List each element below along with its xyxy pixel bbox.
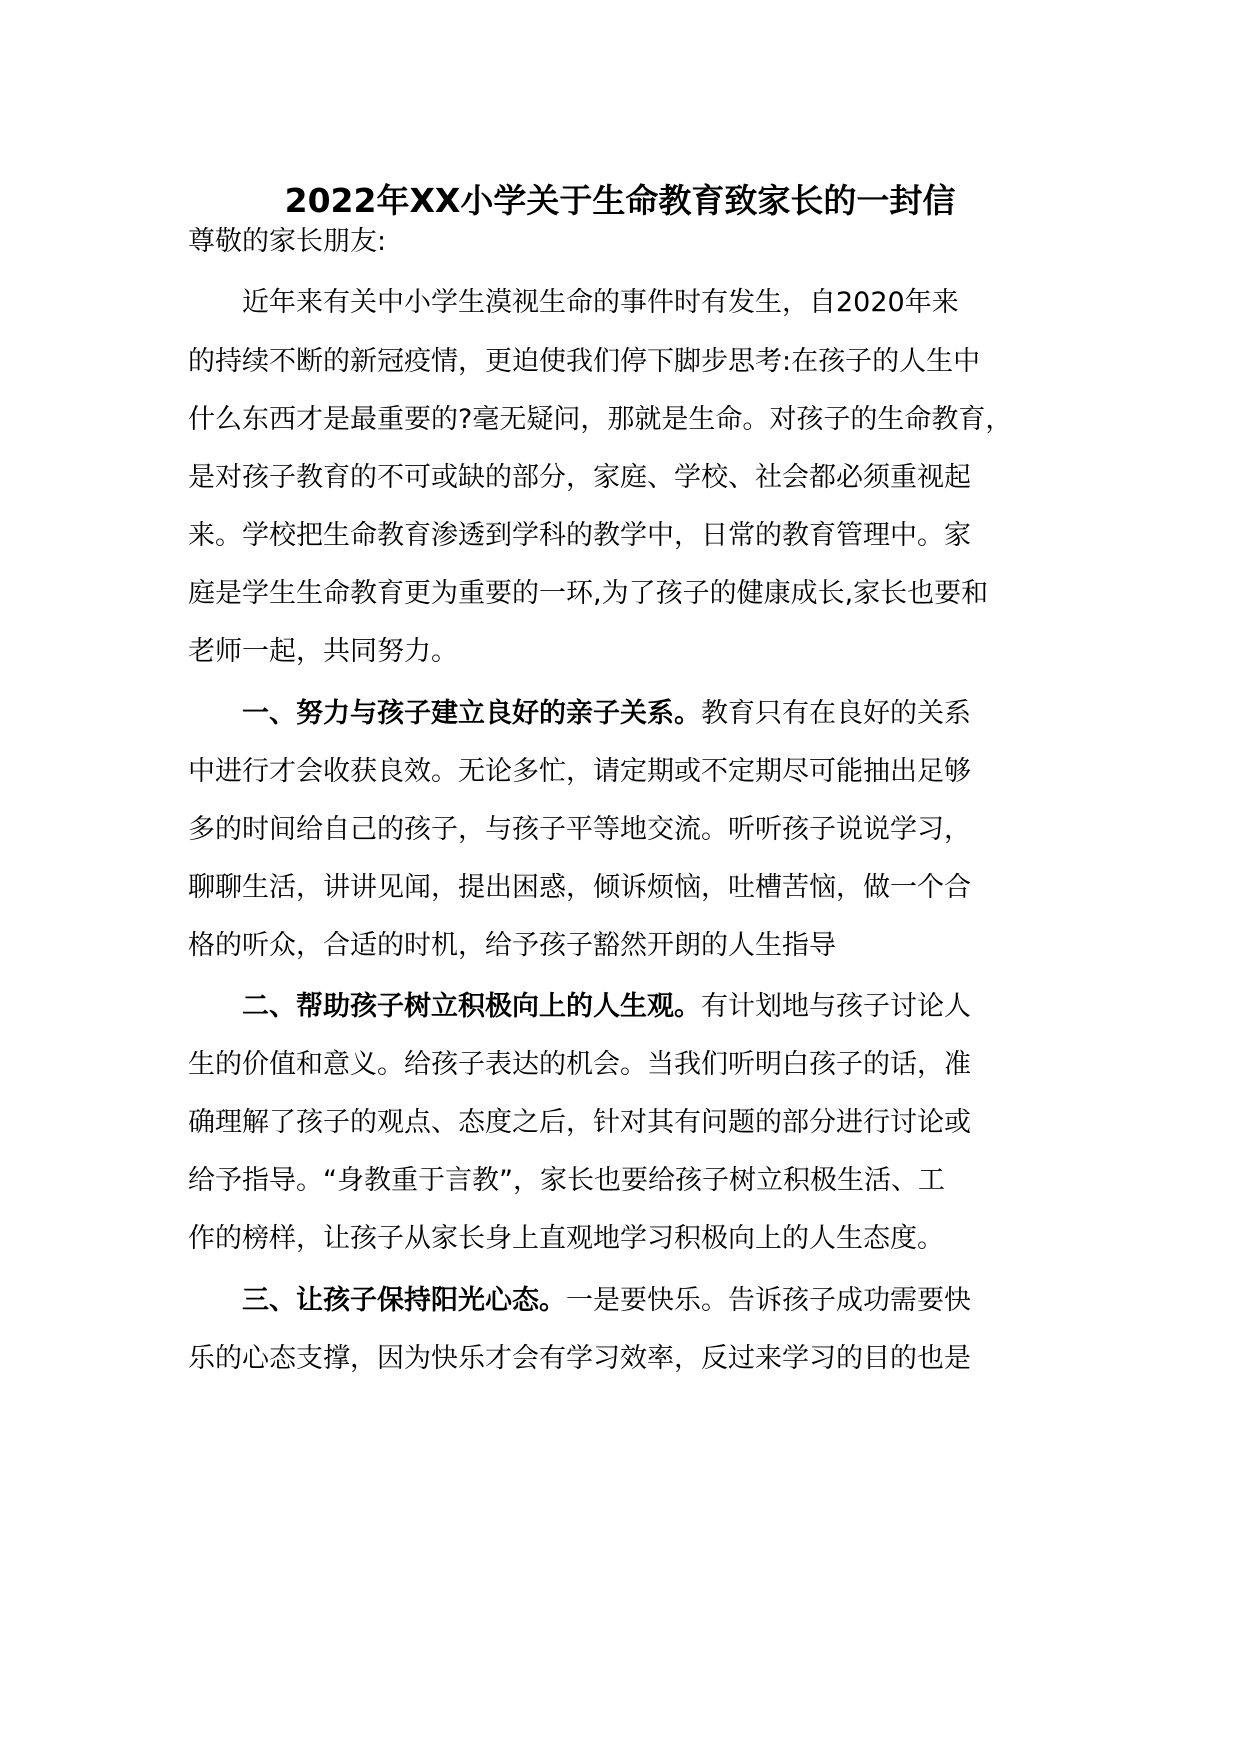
intro-line: 是对孩子教育的不可或缺的部分，家庭、学校、社会都必须重视起: [188, 462, 971, 493]
section-heading: 三、让孩子保持阳光心态。: [242, 1285, 566, 1316]
section-text: 一是要快乐。告诉孩子成功需要快: [566, 1285, 971, 1316]
intro-line: 近年来有关中小学生漠视生命的事件时有发生，自2020年来: [242, 287, 959, 318]
section-line: 生的价值和意义。给孩子表达的机会。当我们听明白孩子的话，准: [188, 1049, 971, 1080]
section-line: 作的榜样，让孩子从家长身上直观地学习积极向上的人生态度。: [188, 1223, 944, 1254]
section-first-line: [242, 1281, 971, 1321]
section-first-line: [242, 694, 971, 734]
section-first-line: [242, 987, 971, 1027]
letter-title: 2022年XX小学关于生命教育致家长的一封信: [284, 181, 956, 220]
intro-line: 什么东西才是最重要的?毫无疑问，那就是生命。对孩子的生命教育，: [188, 404, 1013, 435]
section-heading: 二、帮助孩子树立积极向上的人生观。: [242, 991, 701, 1022]
section-line: 乐的心态支撑，因为快乐才会有学习效率，反过来学习的目的也是: [188, 1343, 971, 1374]
intro-line: 来。学校把生命教育渗透到学科的教学中，日常的教育管理中。家: [188, 520, 971, 551]
section-text: 有计划地与孩子讨论人: [701, 991, 971, 1022]
section-line: 多的时间给自己的孩子，与孩子平等地交流。听听孩子说说学习，: [188, 814, 971, 845]
section-line: 格的听众，合适的时机，给予孩子豁然开朗的人生指导: [188, 930, 836, 961]
section-text: 教育只有在良好的关系: [701, 698, 971, 729]
intro-line: 庭是学生生命教育更为重要的一环,为了孩子的健康成长,家长也要和: [188, 578, 989, 609]
intro-line: 老师一起，共同努力。: [188, 636, 458, 667]
section-line: 聊聊生活，讲讲见闻，提出困惑，倾诉烦恼，吐槽苦恼，做一个合: [188, 872, 971, 903]
section-line: 给予指导。“身教重于言教”，家长也要给孩子树立积极生活、工: [188, 1165, 945, 1196]
section-heading: 一、努力与孩子建立良好的亲子关系。: [242, 698, 701, 729]
intro-line: 的持续不断的新冠疫情，更迫使我们停下脚步思考:在孩子的人生中: [188, 346, 981, 377]
section-line: 确理解了孩子的观点、态度之后，针对其有问题的部分进行讨论或: [188, 1107, 971, 1138]
section-line: 中进行才会收获良效。无论多忙，请定期或不定期尽可能抽出足够: [188, 756, 971, 787]
salutation: 尊敬的家长朋友:: [188, 226, 387, 257]
